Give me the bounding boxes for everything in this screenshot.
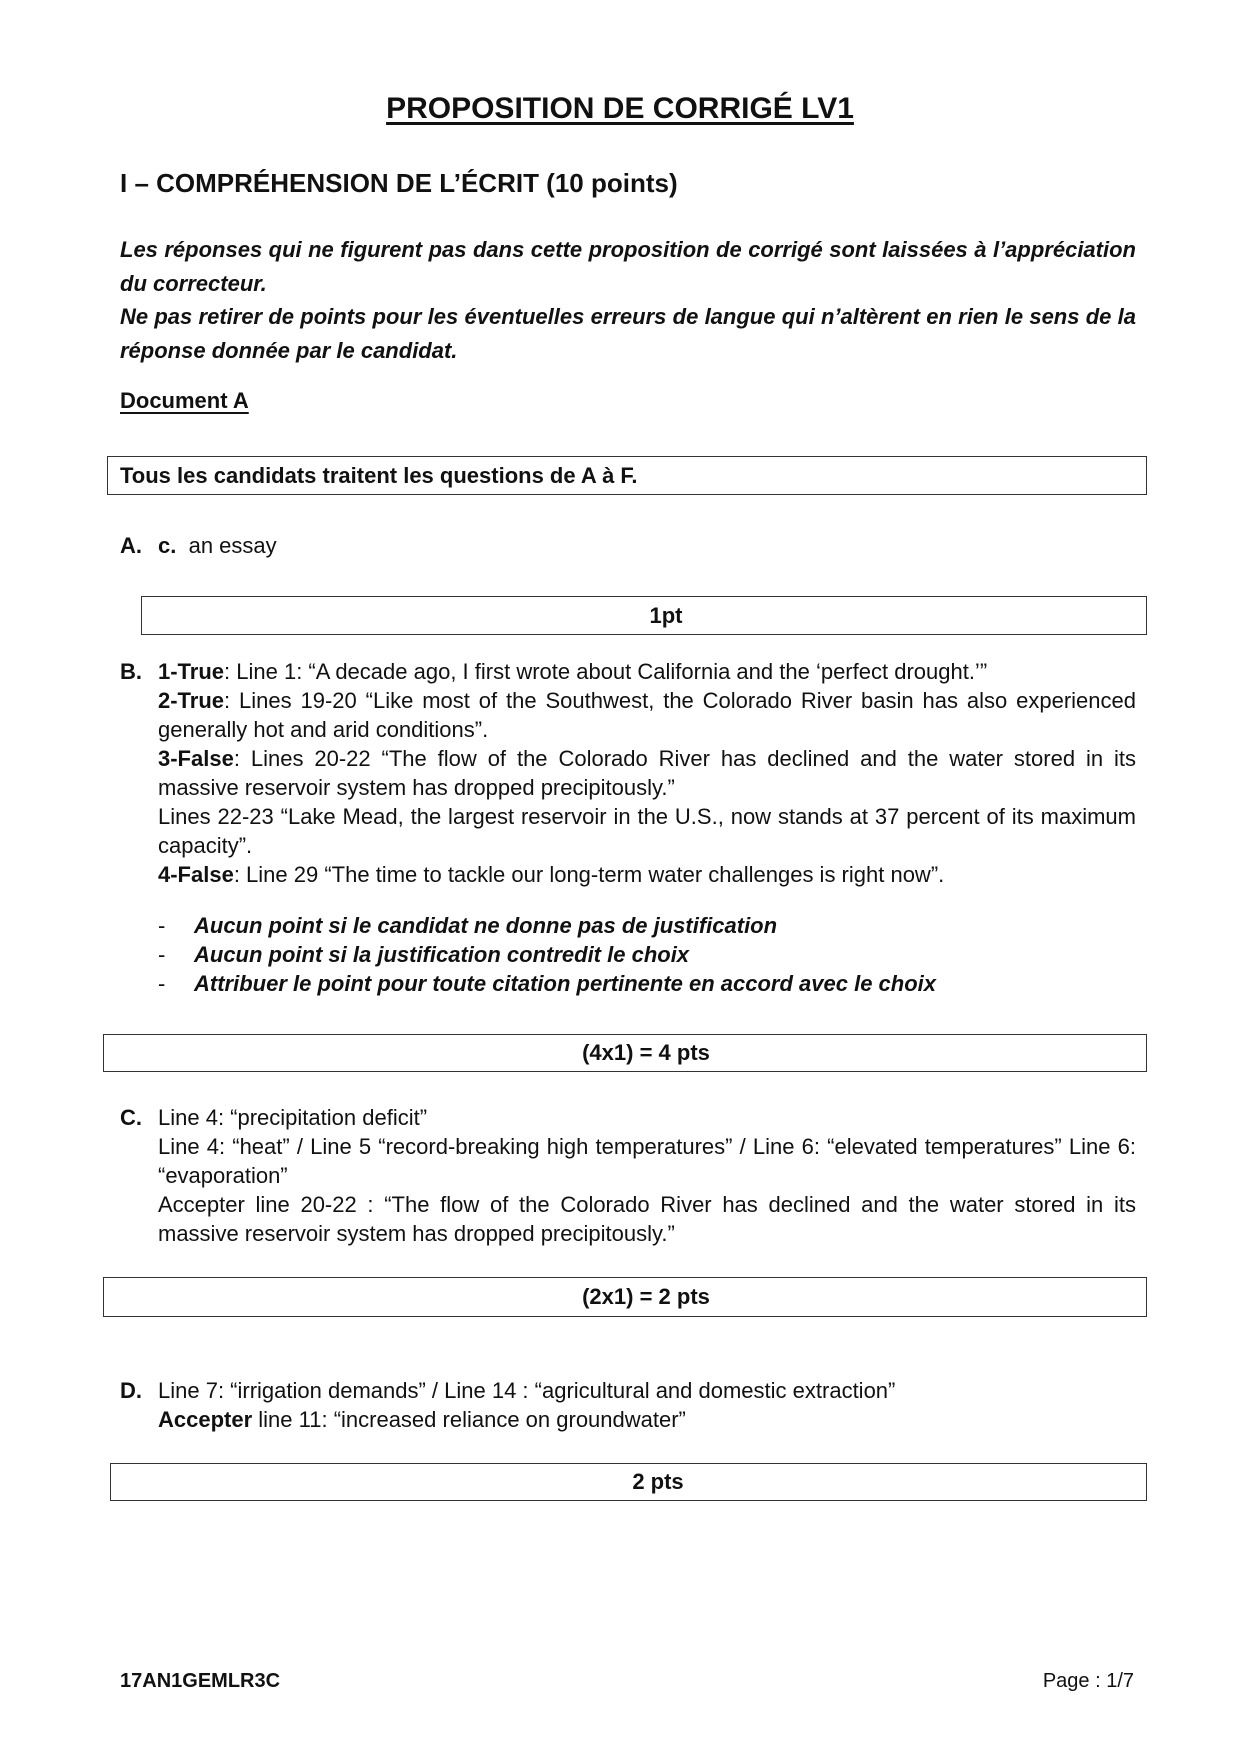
page-number: Page : 1/7	[1042, 1670, 1134, 1692]
question-c: C. Line 4: “precipitation deficit” Line 4: “heat” / Line 5 “record-breaking high temperatures” / Line 6: “elevated temperatures” Line 6: “evaporation” Accepter line 20-22 : “The flow of the Colorado River has declined and the water stored in its massive reservoir system has dropped precipitously.”	[120, 1105, 1136, 1246]
answer-item: 2-True: Lines 19-20 “Like most of the Southwest, the Colorado River basin has also experienced generally hot and arid conditions”.	[158, 688, 1136, 742]
page-title: PROPOSITION DE CORRIGÉ LV1	[386, 92, 854, 125]
intro-paragraph: Les réponses qui ne figurent pas dans cette proposition de corrigé sont laissées à l’appréciation du correcteur.	[120, 237, 1136, 296]
points-box-b: (4x1) = 4 pts	[103, 1034, 1147, 1072]
answer-item: 1-True: Line 1: “A decade ago, I first wrote about California and the ‘perfect drought.’”	[158, 659, 988, 684]
question-b: B. 1-True: Line 1: “A decade ago, I first wrote about California and the ‘perfect drought.’” 2-True: Lines 19-20 “Like most of the Southwest, the Colorado River basin has also experienced generally hot and arid conditions”. 3-False: Lines 20-22 “The flow of the Colorado River has declined and the water stored in its massive reservoir system has dropped precipitously.” Lines 22-23 “Lake Mead, the largest reservoir in the U.S., now stands at 37 percent of its maximum capacity”. 4-False: Line 29 “The time to tackle our long-term water challenges is right now”. - Aucun point si le candidat ne donne pas de justification - Aucun point si la justification contredit le choix - Attribuer le point pour toute citation pertinente en accord avec le choix	[120, 657, 1136, 998]
answer-item: 4-False: Line 29 “The time to tackle our long-term water challenges is right now”.	[158, 862, 945, 887]
document-label: Document A	[120, 388, 249, 413]
document-code: 17AN1GEMLR3C	[120, 1670, 281, 1692]
intro-instructions	[120, 233, 1136, 367]
intro-paragraph: Ne pas retirer de points pour les éventuelles erreurs de langue qui n’altèrent en rien le sens de la réponse donnée par le candidat.	[120, 304, 1136, 363]
grading-notes: - Aucun point si le candidat ne donne pas de justification - Aucun point si la justification contredit le choix - Attribuer le point pour toute citation pertinente en accord avec le choix	[158, 911, 1136, 998]
answer-item: Lines 22-23 “Lake Mead, the largest reservoir in the U.S., now stands at 37 percent of its maximum capacity”.	[158, 804, 1136, 858]
points-box-c: (2x1) = 2 pts	[103, 1277, 1147, 1317]
section-heading: I – COMPRÉHENSION DE L’ÉCRIT (10 points)	[120, 168, 678, 198]
points-box-a: 1pt	[141, 596, 1147, 635]
instruction-box: Tous les candidats traitent les questions de A à F.	[107, 456, 1147, 495]
question-a: A. c. an essay	[120, 533, 277, 558]
answer-item: 3-False: Lines 20-22 “The flow of the Colorado River has declined and the water stored in its massive reservoir system has dropped precipitously.”	[158, 746, 1136, 800]
question-d: D. Line 7: “irrigation demands” / Line 14 : “agricultural and domestic extraction” Accepter line 11: “increased reliance on groundwater”	[120, 1378, 896, 1432]
points-box-d: 2 pts	[110, 1463, 1147, 1501]
